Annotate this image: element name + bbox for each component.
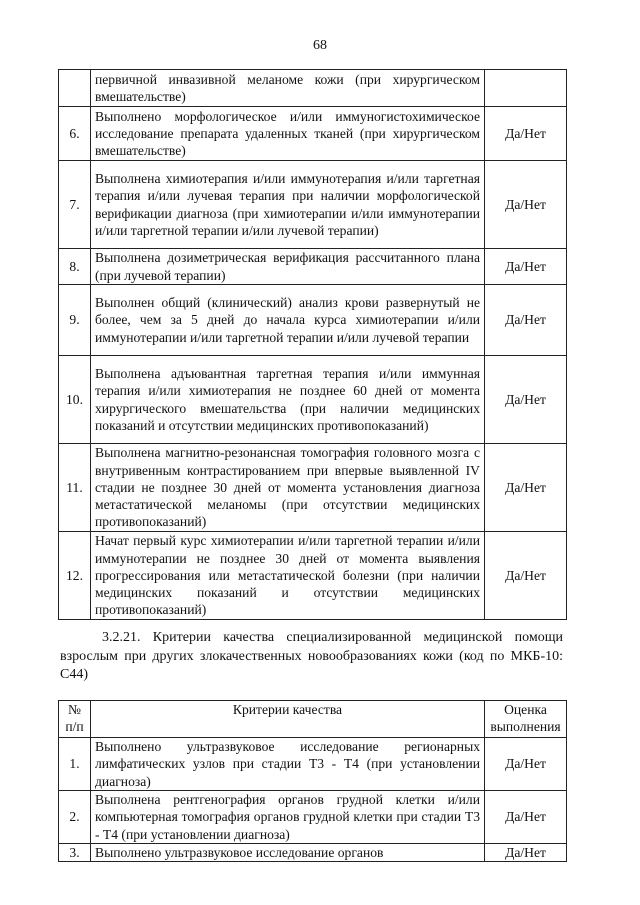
criterion-text: Выполнена рентгенография органов грудной клетки и/или компьютерная томография органов грудной клетки при стадии Т3 - Т4 (при установлении диагноза): [91, 791, 485, 844]
assessment-value: Да/Нет: [485, 738, 567, 791]
row-number: [59, 70, 91, 107]
table-row: [59, 356, 567, 444]
criterion-text: Выполнена дозиметрическая верификация рассчитанного плана (при лучевой терапии): [91, 249, 485, 285]
assessment-value: Да/Нет: [485, 844, 567, 862]
criterion-text: Начат первый курс химиотерапии и/или таргетной терапии и/или иммунотерапии не позднее 30 дней от момента выявления прогрессирования или метастатической болезни (при наличии медицинских показаний и отсутствии медицинских противопоказаний): [91, 532, 485, 620]
row-number: 11.: [59, 444, 91, 532]
header-assessment: Оценка выполнения: [485, 701, 567, 738]
header-number: № п/п: [59, 701, 91, 738]
row-number: 7.: [59, 161, 91, 249]
row-number: 10.: [59, 356, 91, 444]
criterion-text: Выполнено ультразвуковое исследование регионарных лимфатических узлов при стадии Т3 - Т4 (при установлении диагноза): [91, 738, 485, 791]
row-number: 9.: [59, 285, 91, 356]
header-criteria: Критерии качества: [91, 701, 485, 738]
table-row: [59, 107, 567, 161]
assessment-value: Да/Нет: [485, 356, 567, 444]
assessment-value: Да/Нет: [485, 444, 567, 532]
table-row: [59, 532, 567, 620]
section-heading-3-2-21: 3.2.21. Критерии качества специализированной медицинской помощи взрослым при других злокачественных новообразованиях кожи (код по МКБ-10: C44): [60, 630, 563, 683]
criterion-text: Выполнена магнитно-резонансная томография головного мозга с внутривенным контрастированием при впервые выявленной IV стадии не позднее 30 дней от момента установления диагноза метастатической меланомы (при отсутствии медицинских противопоказаний): [91, 444, 485, 532]
criterion-text: Выполнена адъювантная таргетная терапия и/или иммунная терапия и/или химиотерапия не позднее 60 дней от момента хирургического вмешательства (при наличии медицинских показаний и отсутствии медицинских противопоказаний): [91, 356, 485, 444]
row-number: 12.: [59, 532, 91, 620]
assessment-value: [485, 70, 567, 107]
assessment-value: Да/Нет: [485, 532, 567, 620]
assessment-value: Да/Нет: [485, 107, 567, 161]
table-row: [59, 844, 567, 862]
row-number: 8.: [59, 249, 91, 285]
row-number: 3.: [59, 844, 91, 862]
row-number: 6.: [59, 107, 91, 161]
table-row: [59, 444, 567, 532]
row-number: 2.: [59, 791, 91, 844]
table-row: [59, 70, 567, 107]
assessment-value: Да/Нет: [485, 249, 567, 285]
criterion-text: Выполнен общий (клинический) анализ крови развернутый не более, чем за 5 дней до начала курса химиотерапии и/или иммунотерапии и/или таргетной терапии и/или лучевой терапии: [91, 285, 485, 356]
page-number: 68: [313, 38, 327, 53]
table-row: [59, 738, 567, 791]
assessment-value: Да/Нет: [485, 791, 567, 844]
criterion-text: первичной инвазивной меланоме кожи (при хирургическом вмешательстве): [91, 70, 485, 107]
criterion-text: Выполнено морфологическое и/или иммуногистохимическое исследование препарата удаленных тканей (при хирургическом вмешательстве): [91, 107, 485, 161]
quality-criteria-table-c44: [58, 700, 567, 862]
table-row: [59, 285, 567, 356]
assessment-value: Да/Нет: [485, 285, 567, 356]
criterion-text: Выполнено ультразвуковое исследование органов: [91, 844, 485, 862]
table-row: [59, 249, 567, 285]
assessment-value: Да/Нет: [485, 161, 567, 249]
table-header-row: [59, 701, 567, 738]
quality-criteria-table-continued: [58, 69, 567, 620]
row-number: 1.: [59, 738, 91, 791]
criterion-text: Выполнена химиотерапия и/или иммунотерапия и/или таргетная терапия и/или лучевая терапия при наличии морфологической верификации диагноза (при химиотерапии и/или иммунотерапии и/или таргетной терапии и/или лучевой терапии): [91, 161, 485, 249]
table-row: [59, 791, 567, 844]
table-row: [59, 161, 567, 249]
